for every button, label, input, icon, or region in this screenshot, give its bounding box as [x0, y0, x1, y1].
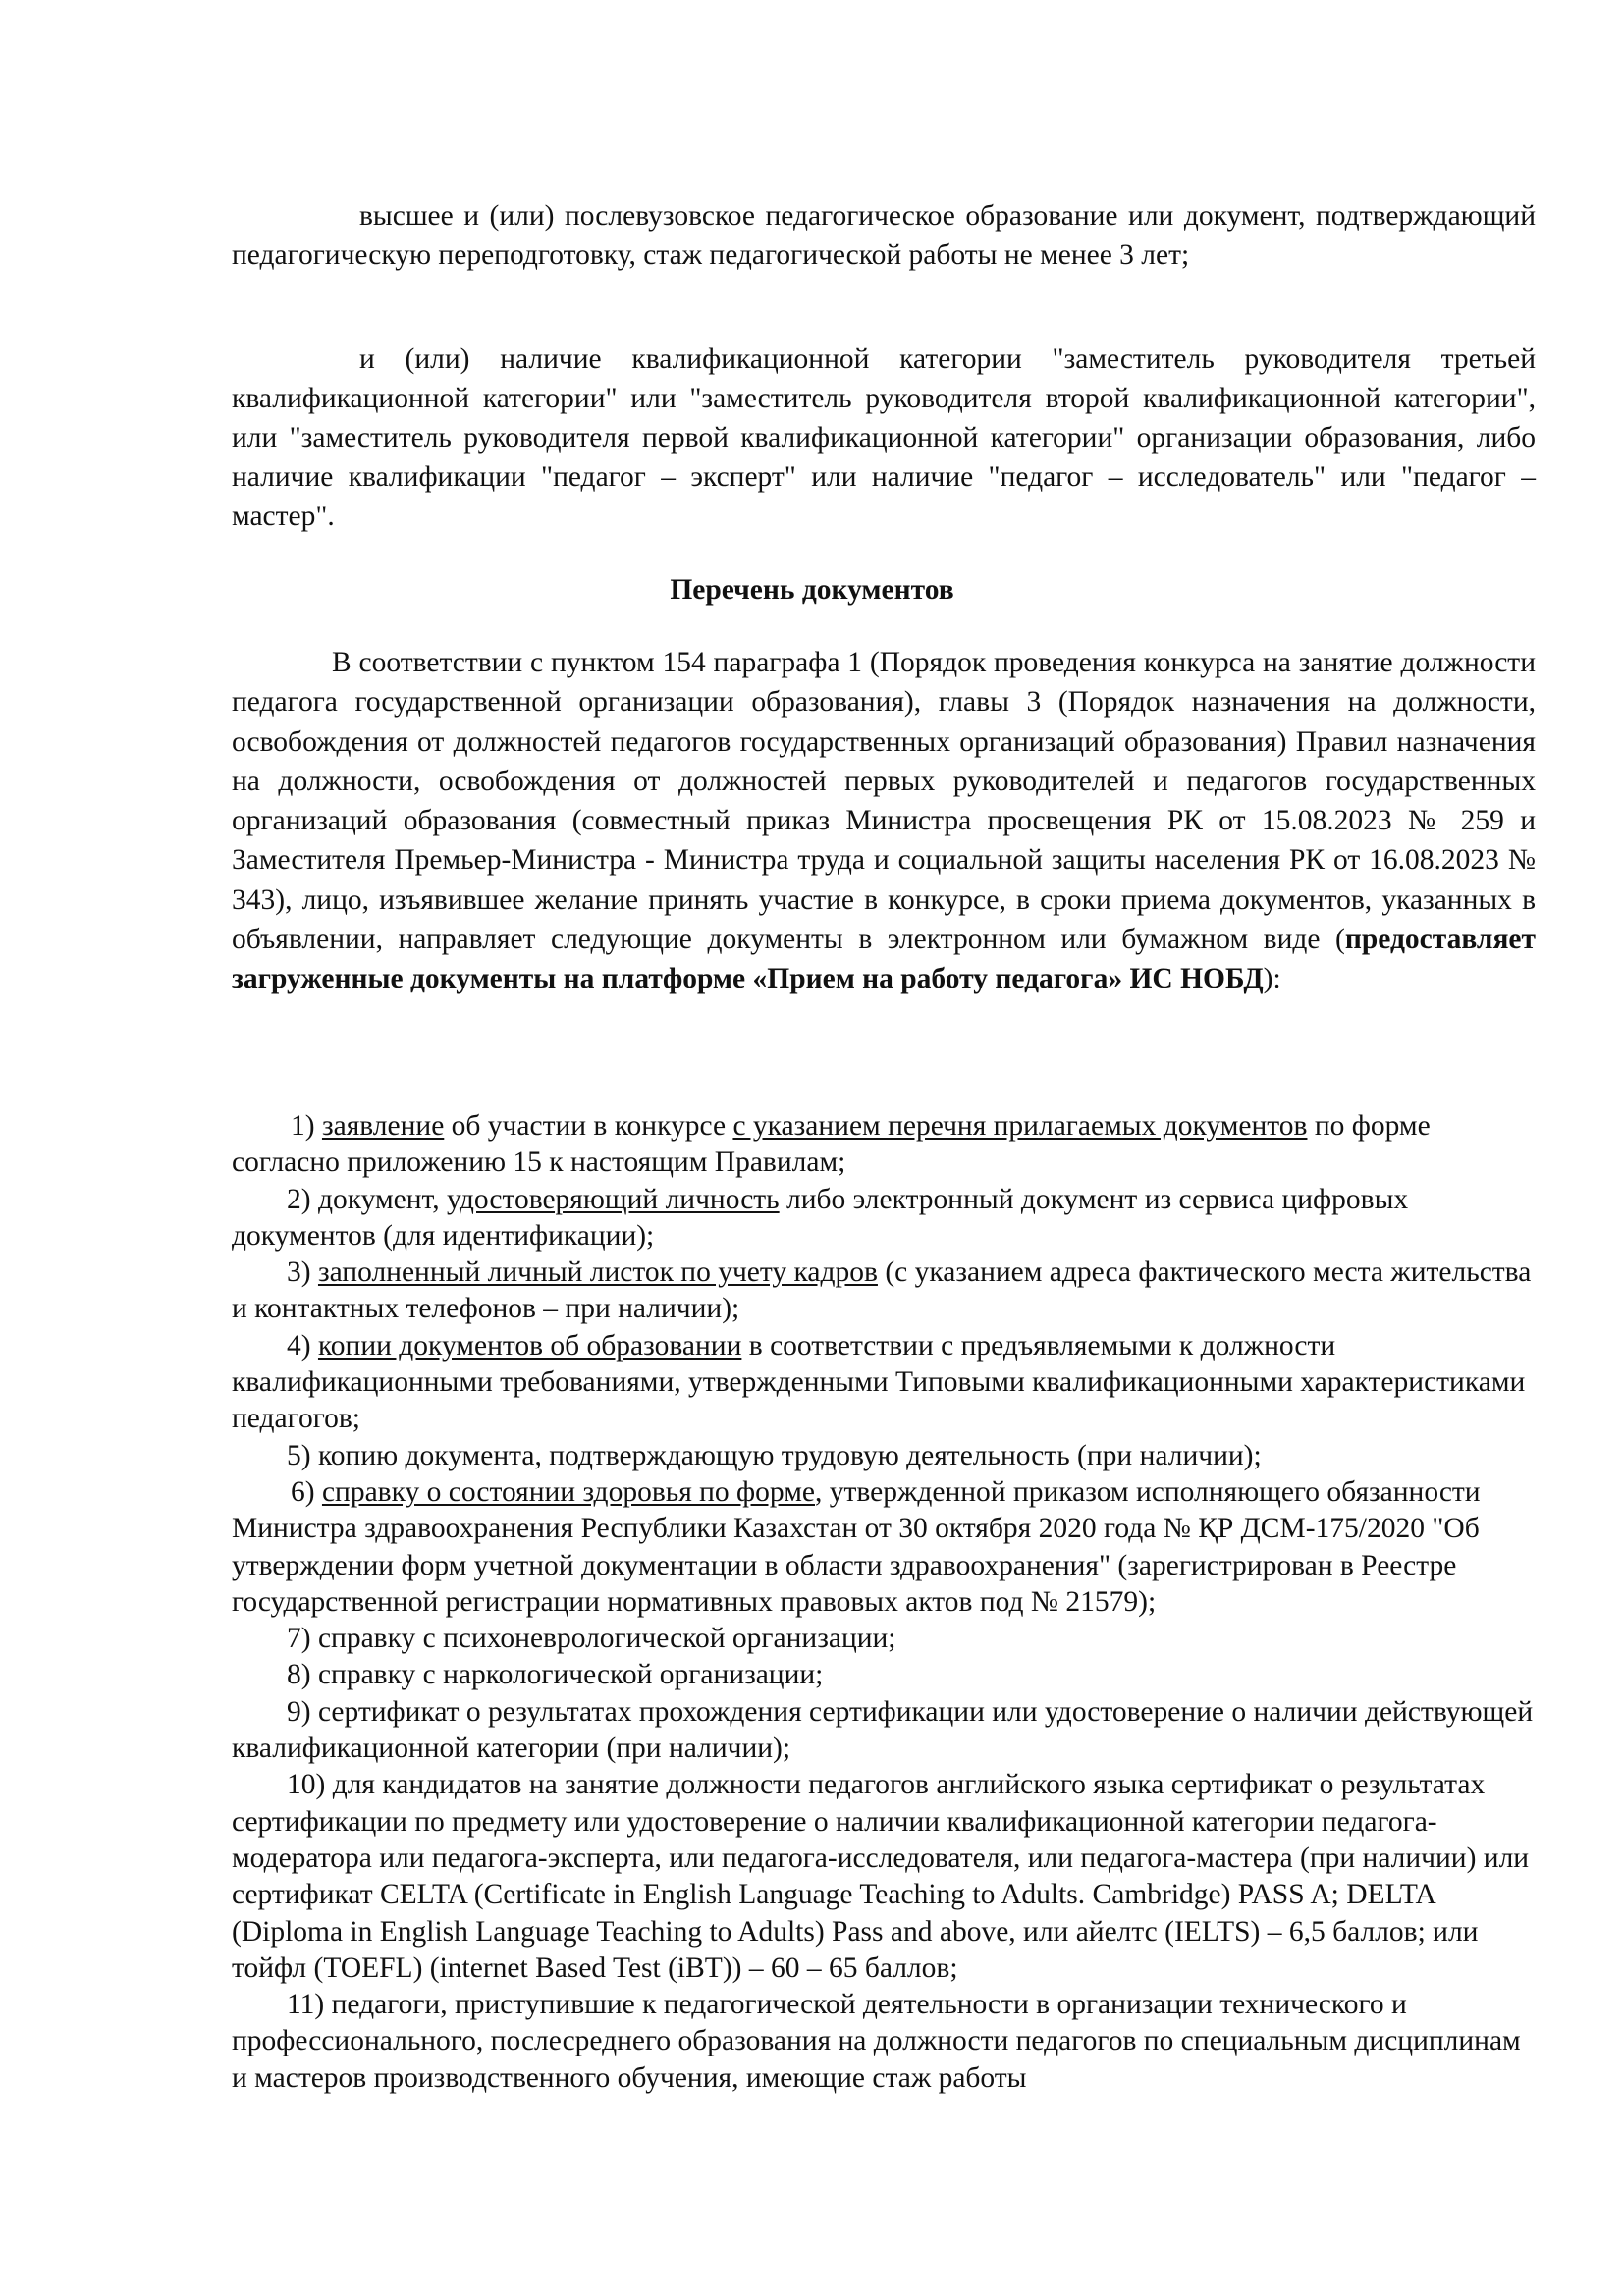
list-item-1: 1) заявление об участии в конкурсе с указанием перечня прилагаемых документов по форме согласно приложению 15 к настоящим Правилам;	[232, 1110, 1431, 1179]
paragraph-qualification-category: и (или) наличие квалификационной категории "заместитель руководителя третьей квалификационной категории" или "заместитель руководителя второй квалификационной категории", или "заместитель руководителя первой квалификационной категории" организации образования, либо наличие квалификации "педагог – эксперт" или наличие "педагог – исследователь" или "педагог – мастер".	[232, 344, 1536, 532]
list-item-2: 2) документ, удостоверяющий личность либо электронный документ из сервиса цифровых документов (для идентификации);	[232, 1183, 1409, 1252]
documents-list	[232, 1108, 1538, 2097]
underlined-education-copies: копии документов об образовании	[317, 1329, 742, 1362]
list-item-8: 8) справку с наркологической организации;	[287, 1659, 824, 1691]
list-item-10: 10) для кандидатов на занятие должности педагогов английского языка сертификат о результатах сертификации по предмету или удостоверение о наличии квалификационной категории педагога-модератора или педагога-эксперта, или педагога-исследователя, или педагога-мастера (при наличии) или сертификат CELTA (Certificate in English Language Teaching to Adults. Cambridge) PASS A; DELTA (Diploma in English Language Teaching to Adults) Pass and above, или айелтс (IELTS) – 6,5 баллов; или тойфл (TOEFL) (internet Based Test (iBT)) – 60 – 65 баллов;	[232, 1769, 1530, 1984]
underlined-application: заявление	[321, 1110, 445, 1142]
legal-basis-tail: ):	[1263, 963, 1281, 995]
list-item-7: 7) справку с психоневрологической организации;	[287, 1623, 896, 1655]
list-item-6: 6) справку о состоянии здоровья по форме, утвержденной приказом исполняющего обязанности Министра здравоохранения Республики Казахстан от 30 октября 2020 года № ҚР ДСМ-175/2020 "Об утверждении форм учетной документации в области здравоохранения" (зарегистрирован в Реестре государственной регистрации нормативных правовых актов под № 21579);	[232, 1475, 1481, 1618]
underlined-health-certificate: справку о состоянии здоровья по форме	[321, 1475, 815, 1508]
list-item-5: 5) копию документа, подтверждающую трудовую деятельность (при наличии);	[287, 1439, 1262, 1471]
paragraph-education-requirement: высшее и (или) послевузовское педагогическое образование или документ, подтверждающий педагогическую переподготовку, стаж педагогической работы не менее 3 лет;	[232, 200, 1536, 271]
section-heading: Перечень документов	[670, 574, 954, 606]
legal-basis-text: В соответствии с пунктом 154 параграфа 1 (Порядок проведения конкурса на занятие должности педагога государственной организации образования), главы 3 (Порядок назначения на должности, освобождения от должностей педагогов государственных организаций образования) Правил назначения на должности, освобождения от должностей первых руководителей и педагогов государственных организаций образования (совместный приказ Министра просвещения РК от 15.08.2023 № 259 и Заместителя Премьер-Министра - Министра труда и социальной защиты населения РК от 16.08.2023 № 343), лицо, изъявившее желание принять участие в конкурсе, в сроки приема документов, указанных в объявлении, направляет следующие документы в электронном или бумажном виде (	[232, 647, 1536, 956]
paragraph-legal-basis	[232, 643, 1536, 999]
list-item-9: 9) сертификат о результатах прохождения сертификации или удостоверение о наличии действующей квалификационной категории (при наличии);	[232, 1695, 1534, 1765]
list-item-3: 3) заполненный личный листок по учету кадров (с указанием адреса фактического места жительства и контактных телефонов – при наличии);	[232, 1256, 1532, 1325]
underlined-personnel-sheet: заполненный личный листок по учету кадров	[317, 1256, 878, 1289]
underlined-document-list: с указанием перечня прилагаемых документов	[732, 1110, 1308, 1142]
legal-basis-bold-text: предоставляет загруженные документы на платформе «Прием на работу педагога» ИС НОБД	[232, 924, 1536, 995]
list-item-11: 11) педагоги, приступившие к педагогической деятельности в организации технического и профессионального, послесреднего образования на должности педагогов по специальным дисциплинам и мастеров производственного обучения, имеющие стаж работы	[232, 1989, 1521, 2094]
underlined-identity: удостоверяющий личность	[446, 1183, 780, 1215]
list-item-4: 4) копии документов об образовании в соответствии с предъявляемыми к должности квалификационными требованиями, утвержденными Типовыми квалификационными характеристиками педагогов;	[232, 1329, 1526, 1435]
